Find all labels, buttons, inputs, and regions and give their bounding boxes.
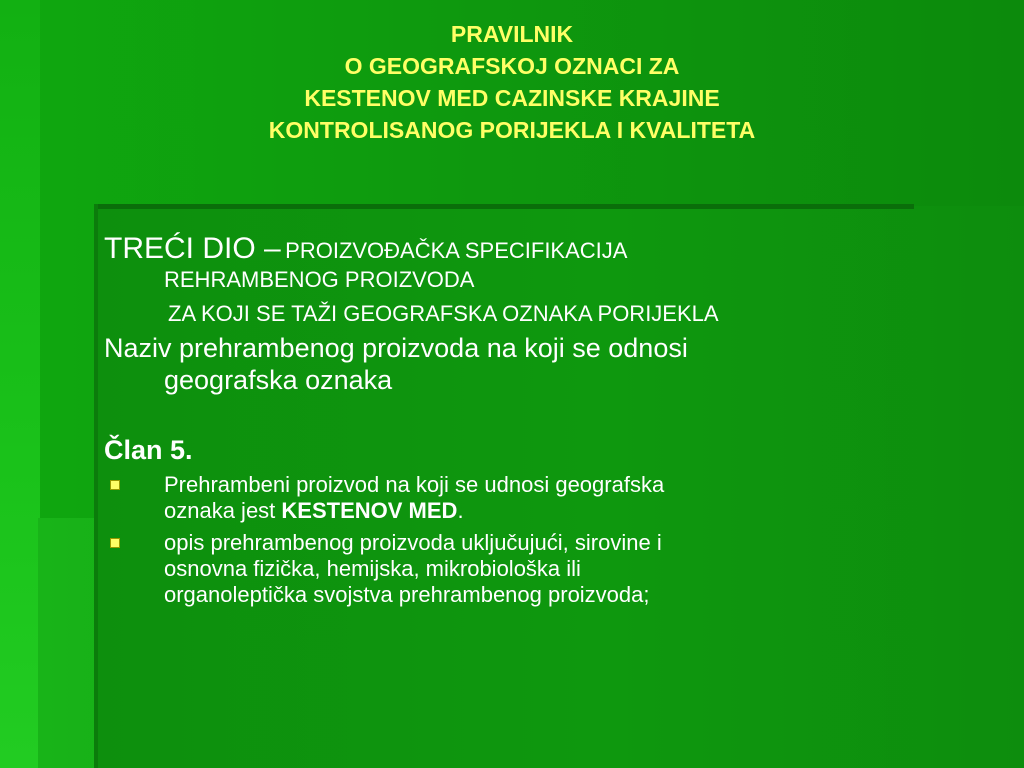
square-bullet-icon <box>110 538 120 548</box>
panel-top-border <box>96 204 914 209</box>
panel-left-border <box>94 204 98 768</box>
section-heading <box>104 232 1004 266</box>
section-heading-line-2: REHRAMBENOG PROIZVODA <box>164 267 475 292</box>
bullet-1-product-name: KESTENOV MED <box>281 498 458 523</box>
bullet-1-line-1: Prehrambeni proizvod na koji se udnosi geografska <box>164 472 665 497</box>
square-bullet-icon <box>110 480 120 490</box>
title-line-1: PRAVILNIK <box>450 21 574 47</box>
section-heading-label: TREĆI DIO – <box>104 232 281 265</box>
bullet-1-line-2 <box>164 498 1004 524</box>
bullet-2-line-2: osnovna fizička, hemijska, mikrobiološka ili <box>164 556 581 581</box>
bullet-1-prefix: oznaka jest <box>164 498 282 523</box>
subheading-line-1: Naziv prehrambenog proizvoda na koji se odnosi <box>104 333 688 363</box>
bullet-item-1 <box>104 472 1004 524</box>
subheading-line-2: geografska oznaka <box>164 365 393 395</box>
title-line-3: KESTENOV MED CAZINSKE KRAJINE <box>304 85 720 111</box>
bullet-2-line-3: organoleptička svojstva prehrambenog proizvoda; <box>164 582 650 607</box>
slide-title <box>0 18 1024 146</box>
section-heading-rest: PROIZVOĐAČKA SPECIFIKACIJA <box>285 238 628 263</box>
title-line-2: O GEOGRAFSKOJ OZNACI ZA <box>344 53 680 79</box>
article-label: Član 5. <box>104 435 193 465</box>
bullet-item-2 <box>104 530 1004 608</box>
bullet-2-line-1: opis prehrambenog proizvoda uključujući, sirovine i <box>164 530 662 555</box>
bullet-1-suffix: . <box>457 498 464 523</box>
title-line-4: KONTROLISANOG PORIJEKLA I KVALITETA <box>268 117 756 143</box>
section-heading-line-3: ZA KOJI SE TAŽI GEOGRAFSKA OZNAKA PORIJEKLA <box>168 301 719 326</box>
slide-content <box>104 232 1004 608</box>
